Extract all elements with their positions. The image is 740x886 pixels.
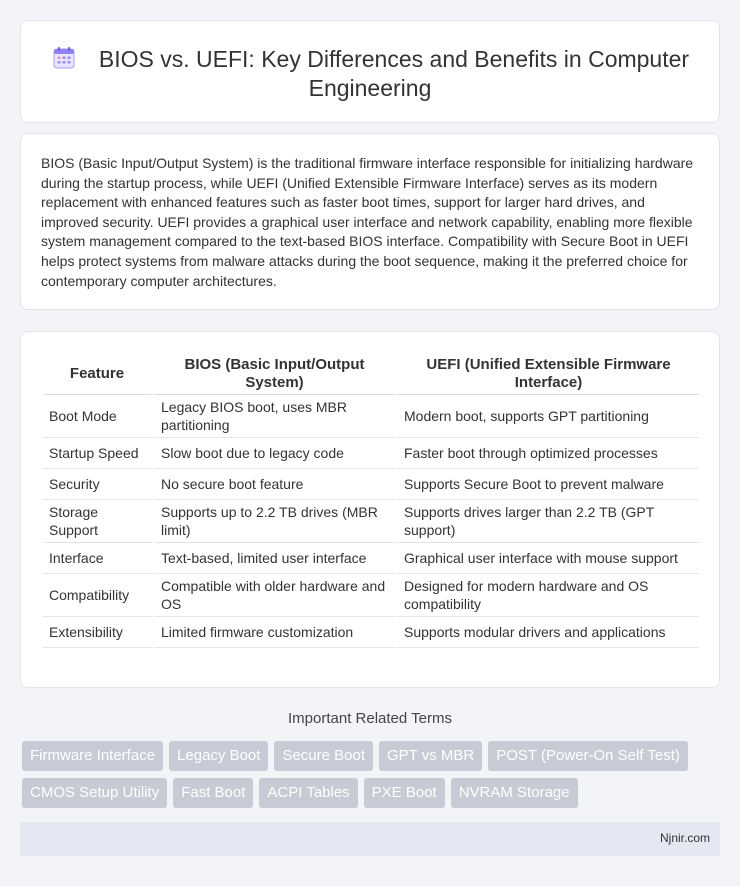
page-title: BIOS vs. UEFI: Key Differences and Benefits in Computer Engineering — [98, 46, 690, 101]
row-bios: Text-based, limited user interface — [155, 543, 398, 574]
tag-gpt-vs-mbr[interactable]: GPT vs MBR — [379, 741, 482, 771]
table-row — [43, 574, 699, 617]
comparison-table-card — [20, 331, 720, 688]
row-uefi: Faster boot through optimized processes — [398, 438, 699, 469]
row-feature: Security — [43, 469, 155, 500]
header-bios: BIOS (Basic Input/Output System) — [155, 354, 398, 395]
row-uefi: Graphical user interface with mouse support — [398, 543, 699, 574]
calendar-icon — [51, 45, 77, 71]
row-uefi: Supports modular drivers and applications — [398, 617, 699, 648]
tag-legacy-boot[interactable]: Legacy Boot — [169, 741, 268, 771]
table-row — [43, 500, 699, 543]
tag-fast-boot[interactable]: Fast Boot — [173, 778, 253, 808]
table-row — [43, 543, 699, 574]
tag-cmos-setup-utility[interactable]: CMOS Setup Utility — [22, 778, 167, 808]
tag-pxe-boot[interactable]: PXE Boot — [364, 778, 445, 808]
row-bios: No secure boot feature — [155, 469, 398, 500]
row-uefi: Designed for modern hardware and OS compatibility — [398, 574, 699, 617]
header-feature: Feature — [43, 354, 155, 395]
row-feature: Interface — [43, 543, 155, 574]
row-feature: Compatibility — [43, 574, 155, 617]
row-bios: Supports up to 2.2 TB drives (MBR limit) — [155, 500, 398, 543]
row-feature: Storage Support — [43, 500, 155, 543]
title-card — [20, 20, 720, 123]
table-row — [43, 469, 699, 500]
tag-nvram-storage[interactable]: NVRAM Storage — [451, 778, 578, 808]
tag-post[interactable]: POST (Power-On Self Test) — [488, 741, 688, 771]
row-bios: Compatible with older hardware and OS — [155, 574, 398, 617]
tag-acpi-tables[interactable]: ACPI Tables — [259, 778, 357, 808]
row-feature: Boot Mode — [43, 395, 155, 438]
intro-paragraph: BIOS (Basic Input/Output System) is the traditional firmware interface responsible for initializing hardware during the startup process, while UEFI (Unified Extensible Firmware Interface) serves as its modern replacement with enhanced features such as faster boot times, support for larger hard drives, and improved security. UEFI provides a graphical user interface and network capability, enabling more flexible system management compared to the text-based BIOS interface. Compatibility with Secure Boot in UEFI helps protect systems from malware attacks during the boot sequence, making it the preferred choice for contemporary computer architectures. — [41, 155, 694, 289]
row-bios: Limited firmware customization — [155, 617, 398, 648]
table-row — [43, 617, 699, 648]
tag-firmware-interface[interactable]: Firmware Interface — [22, 741, 163, 771]
footer — [20, 822, 720, 856]
row-feature: Startup Speed — [43, 438, 155, 469]
intro-card — [20, 133, 720, 310]
row-uefi: Supports drives larger than 2.2 TB (GPT support) — [398, 500, 699, 543]
related-terms-tags — [22, 741, 722, 808]
row-bios: Legacy BIOS boot, uses MBR partitioning — [155, 395, 398, 438]
header-uefi: UEFI (Unified Extensible Firmware Interface) — [398, 354, 699, 395]
comparison-table — [43, 354, 699, 648]
table-row — [43, 395, 699, 438]
row-bios: Slow boot due to legacy code — [155, 438, 398, 469]
row-uefi: Supports Secure Boot to prevent malware — [398, 469, 699, 500]
row-feature: Extensibility — [43, 617, 155, 648]
row-uefi: Modern boot, supports GPT partitioning — [398, 395, 699, 438]
tag-secure-boot[interactable]: Secure Boot — [274, 741, 373, 771]
table-header-row — [43, 354, 699, 395]
footer-source[interactable]: Njnir.com — [659, 831, 710, 845]
page-title-wrap — [21, 45, 719, 103]
related-terms-title: Important Related Terms — [288, 710, 452, 727]
table-row — [43, 438, 699, 469]
